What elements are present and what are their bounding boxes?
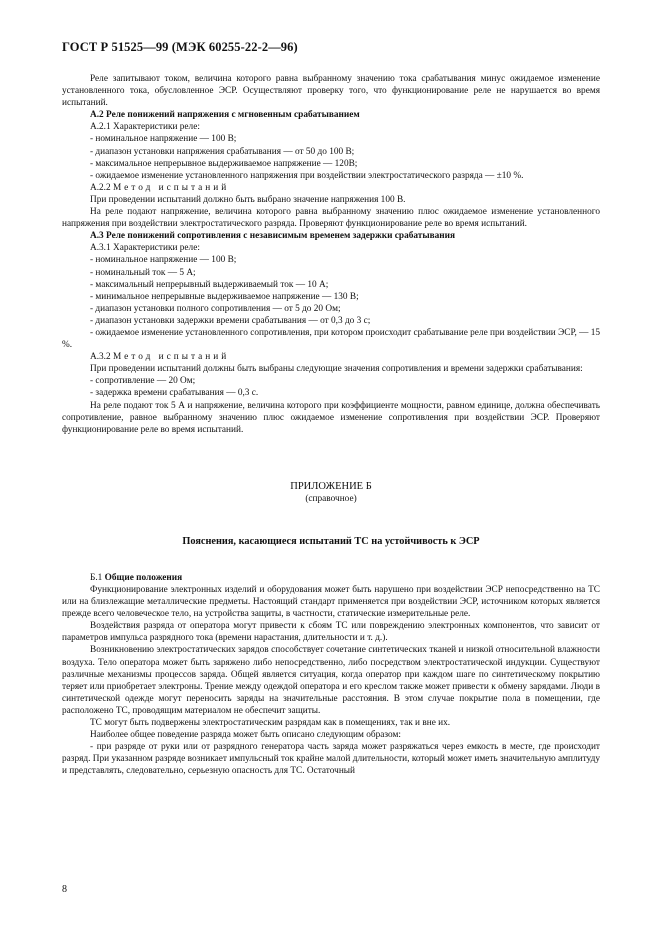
section-a31-title: А.3.1 Характеристики реле: [90,243,200,254]
section-a32-list [62,375,600,399]
section-a22-title: Метод испытаний [113,182,230,193]
section-a21-title: А.2.1 Характеристики реле: [90,122,200,133]
document-header: ГОСТ Р 51525—99 (МЭК 60255-22-2—96) [62,40,298,54]
list-item: - ожидаемое изменение установленного напряжения при воздействии электростатического разряда — ±10 %. [90,170,524,181]
list-item: - диапазон установки напряжения срабатывания — от 50 до 100 В; [90,146,355,157]
section-a22-number: А.2.2 [90,182,111,193]
document-body [62,73,600,778]
section-a22-paragraph: При проведении испытаний должно быть выбрано значение напряжения 100 В. [90,194,406,205]
appendix-paragraph: Возникновению электростатических зарядов способствует сочетание синтетических тканей и низкой относительной влажности воздуха. Тело оператора может быть заряжено либо непосредственно, либо посредством электростатической индукции. Существуют различные механизмы процессов заряда. Общей является ситуация, когда оператор при каждом шаге по синтетическому покрытию теряет или приобретает электроны. Трение между одеждой оператора и его креслом также может привести к обмену зарядами. Люди в синтетической одежде могут переносить заряды на значительные расстояния. В этом случае покрытие пола в помещении, где расположено ТС, проводящим материалом не обеспечит защиты. [62,645,600,716]
section-b1-title: Общие положения [104,572,183,583]
section-a32-paragraph: На реле подают ток 5 А и напряжение, величина которого при коэффициенте мощности, равном единице, должна обеспечивать сопротивление, равное выбранному значению плюс ожидаемое изменение сопротивления при воздействии ЭСР. Проверяют функционирование реле во время испытаний. [62,400,600,435]
intro-paragraph: Реле запитывают током, величина которого равна выбранному значению тока срабатывания минус ожидаемое изменение установленного тока, обусловленное ЭСР. Осуществляют проверку того, что функционирование реле не нарушается во время испытаний. [62,74,600,109]
section-a32-heading [62,351,600,363]
list-item: - задержка времени срабатывания — 0,3 с. [90,388,259,399]
section-a32-paragraph: При проведении испытаний должны быть выбраны следующие значения сопротивления и времени задержки срабатывания: [90,364,583,375]
list-item: - диапазон установки задержки времени срабатывания — от 0,3 до 3 с; [90,315,371,326]
appendix-paragraph: ТС могут быть подвержены электростатическим разрядам как в помещениях, так и вне их. [90,718,451,729]
list-item: - номинальный ток — 5 А; [90,267,196,278]
section-a32-title: Метод испытаний [113,352,230,363]
list-item: - максимальное непрерывное выдерживаемое напряжение — 120В; [90,158,358,169]
section-a2-number: А.2 [90,110,104,121]
list-item: - номинальное напряжение — 100 В; [90,255,237,266]
section-a31-list [62,254,600,351]
list-item: - максимальный непрерывный выдерживаемый ток — 10 А; [90,279,329,290]
list-item: - минимальное непрерывные выдерживаемое напряжение — 130 В; [90,291,359,302]
page-number: 8 [62,884,67,895]
section-a3-number: А.3 [90,231,104,242]
list-item: - ожидаемое изменение установленного сопротивления, при котором происходит срабатывание реле при воздействии ЭСР, — 15 %. [62,327,601,351]
list-item: - сопротивление — 20 Ом; [90,376,196,387]
section-a22-paragraph: На реле подают напряжение, величина которого равна выбранному значению плюс ожидаемое изменение установленного напряжения при воздействии электростатического разряда. Проверяют функционирование реле во время испытаний. [62,207,600,230]
section-a3-title: Реле понижений сопротивления с независимым временем задержки срабатывания [106,231,456,242]
list-item: - диапазон установки полного сопротивления — от 5 до 20 Ом; [90,303,341,314]
section-a22-heading [62,182,600,194]
appendix-type: (справочное) [305,493,357,504]
document-page [62,40,600,778]
section-a21-list [62,133,600,181]
list-item: - номинальное напряжение — 100 В; [90,134,237,145]
section-a2-heading [62,109,600,121]
section-b1-heading [62,572,600,584]
appendix-paragraph: Функционирование электронных изделий и оборудования может быть нарушено при воздействии ЭСР непосредственно на ТС или на близлежащие металлические предметы. Настоящий стандарт применяется при воздействии ЭСР, источником которых является прежде всего человеческое тело, на устройства защиты, в частности, статические измерительные реле. [62,585,600,620]
appendix-title: Пояснения, касающиеся испытаний ТС на устойчивость к ЭСР [182,535,480,547]
appendix-paragraph: - при разряде от руки или от разрядного генератора часть заряда может разряжаться через емкость в месте, где происходит разряд. При указанном разряде возникает импульсный ток крайне малой длительности, который может иметь значительную амплитуду и представлять, следовательно, серьезную опасность для ТС. Остаточный [62,742,600,777]
section-a2-title: Реле понижений напряжения с мгновенным срабатыванием [106,110,360,121]
section-b1-number: Б.1 [90,572,103,583]
appendix-paragraph: Воздействия разряда от оператора могут привести к сбоям ТС или повреждению электронных компонентов, что зависит от параметров импульса разрядного тока (времени нарастания, длительности и т. д.). [62,621,600,644]
appendix-heading [62,480,600,506]
appendix-label: ПРИЛОЖЕНИЕ Б [290,480,372,492]
section-a3-heading [62,230,600,242]
appendix-paragraph: Наиболее общее поведение разряда может быть описано следующим образом: [90,730,401,741]
section-a32-number: А.3.2 [90,352,111,363]
